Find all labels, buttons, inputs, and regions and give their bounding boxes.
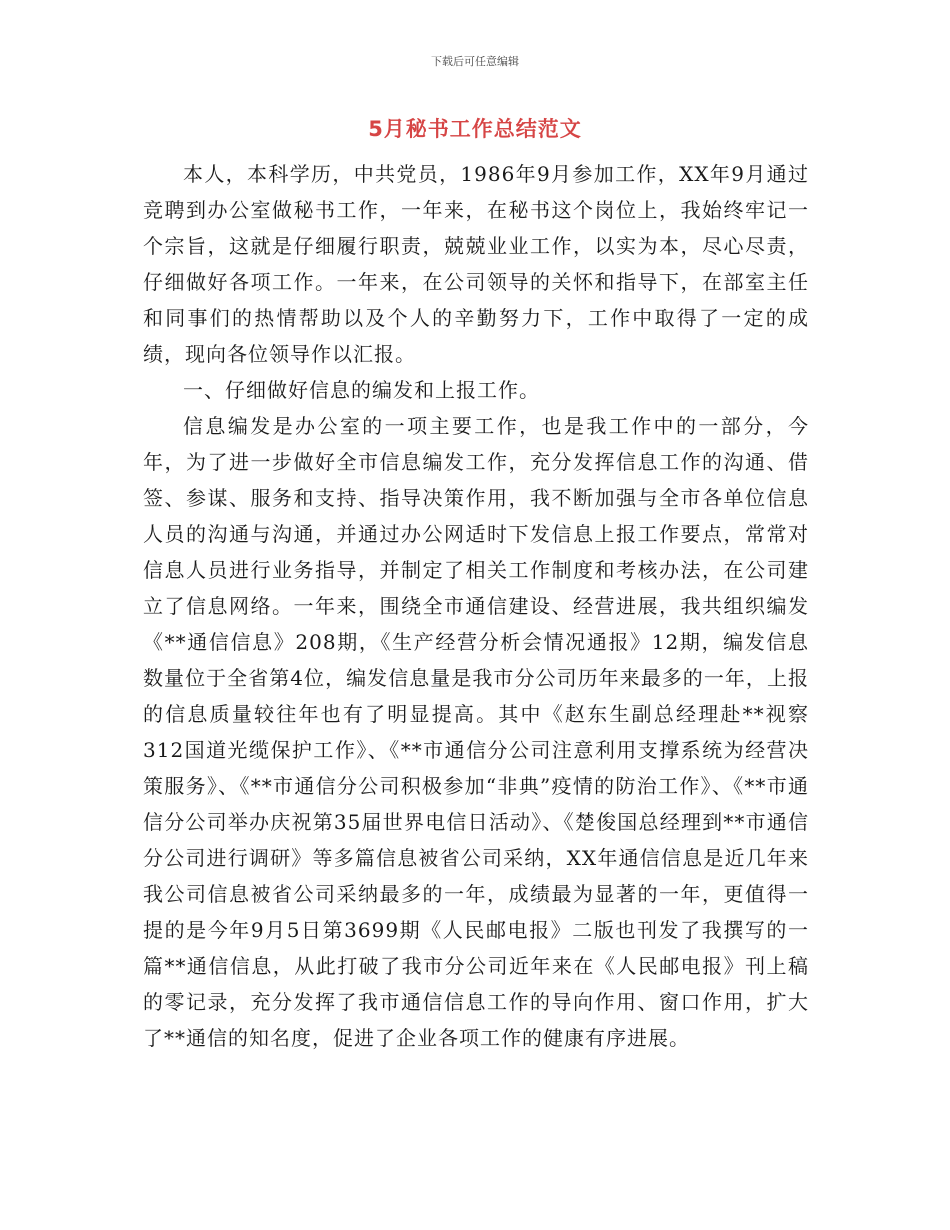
header-note: 下载后可任意编辑 xyxy=(431,55,519,68)
section-heading-1: 一、仔细做好信息的编发和上报工作。 xyxy=(183,378,540,402)
document-title: 5月秘书工作总结范文 xyxy=(368,117,582,141)
paragraph-intro: 本人，本科学历，中共党员，1986年9月参加工作，XX年9月通过竞聘到办公室做秘书工作，一年来，在秘书这个岗位上，我始终牢记一个宗旨，这就是仔细履行职责，兢兢业业工作，以实为本，尽心尽责，仔细做好各项工作。一年来，在公司领导的关怀和指导下，在部室主任和同事们的热情帮助以及个人的辛勤努力下，工作中取得了一定的成绩，现向各位领导作以汇报。 xyxy=(143,162,809,366)
document-body xyxy=(143,156,809,1056)
paragraph-section-1: 信息编发是办公室的一项主要工作，也是我工作中的一部分，今年，为了进一步做好全市信息编发工作，充分发挥信息工作的沟通、借签、参谋、服务和支持、指导决策作用，我不断加强与全市各单位信息人员的沟通与沟通，并通过办公网适时下发信息上报工作要点，常常对信息人员进行业务指导，并制定了相关工作制度和考核办法，在公司建立了信息网络。一年来，围绕全市通信建设、经营进展，我共组织编发《**通信信息》208期，《生产经营分析会情况通报》12期，编发信息数量位于全省第4位，编发信息量是我市分公司历年来最多的一年，上报的信息质量较往年也有了明显提高。其中《赵东生副总经理赴**视察312国道光缆保护工作》、《**市通信分公司注意利用支撑系统为经营决策服务》、《**市通信分公司积极参加“非典”疫情的防治工作》、《**市通信分公司举办庆祝第35届世界电信日活动》、《楚俊国总经理到**市通信分公司进行调研》等多篇信息被省公司采纳，XX年通信信息是近几年来我公司信息被省公司采纳最多的一年，成绩最为显著的一年，更值得一提的是今年9月5日第3699期《人民邮电报》二版也刊发了我撰写的一篇**通信信息，从此打破了我市分公司近年来在《人民邮电报》刊上稿的零记录，充分发挥了我市通信信息工作的导向作用、窗口作用，扩大了**通信的知名度，促进了企业各项工作的健康有序进展。 xyxy=(143,414,809,1050)
